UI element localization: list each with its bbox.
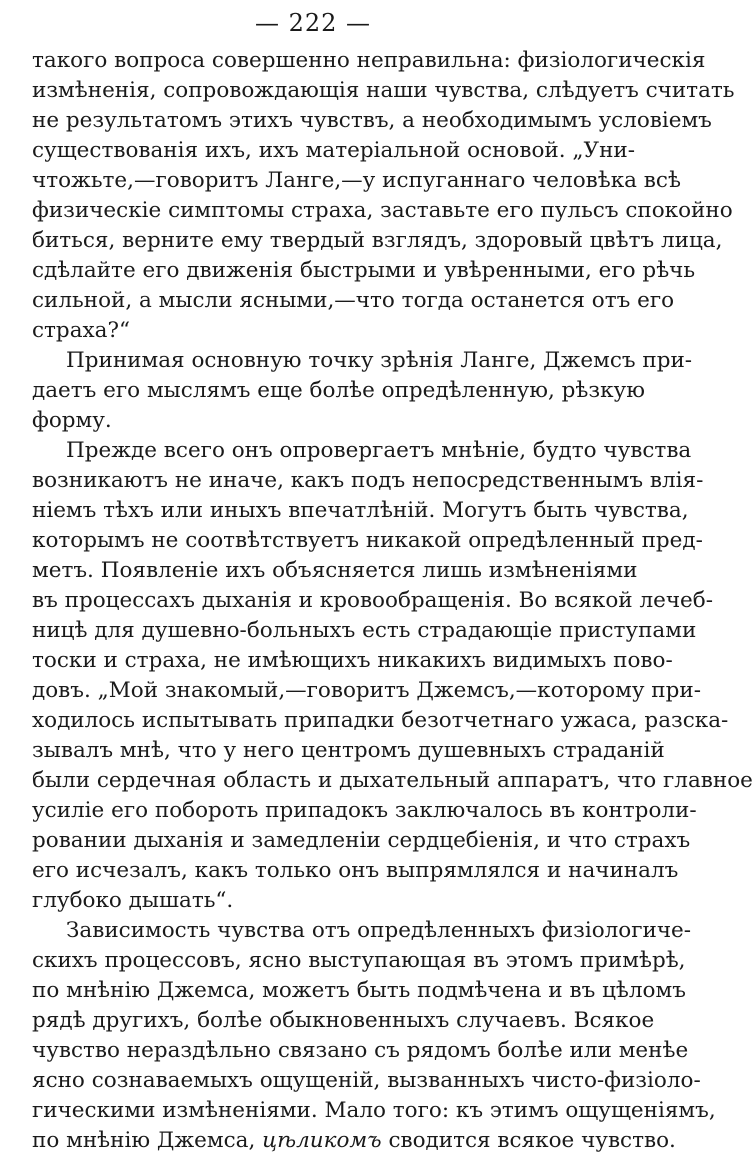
text-line: Прежде всего онъ опровергаетъ мнѣнiе, будто чувства [66,438,692,463]
text-line: по мнѣнiю Джемса, можетъ быть подмѣчена и въ цѣломъ [32,978,686,1003]
text-line: метъ. Появленiе ихъ объясняется лишь измѣненiями [32,558,638,583]
text-line: ницѣ для душевно-больныхъ есть страдающiе приступами [32,618,697,643]
text-line: ровании дыханiя и замедленiи сердцебiенiя, и что страхъ [32,828,691,853]
text-line: существованiя ихъ, ихъ матерiальной основой. „Уни- [32,138,636,163]
text-line: измѣненiя, сопровождающiя наши чувства, слѣдуетъ считать [32,78,735,103]
text-line: нiемъ тѣхъ или иныхъ впечатлѣнiй. Могутъ быть чувства, [32,498,689,523]
text-line: чтожьте,—говоритъ Ланге,—у испуганнаго человѣка всѣ [32,168,681,193]
text-body [32,46,753,1156]
text-line: такого вопроса совершенно неправильна: физiологическiя [32,48,706,73]
text-line: рядѣ другихъ, болѣе обыкновенныхъ случаевъ. Всякое [32,1008,655,1033]
text-line: гическими измѣненiями. Мало того: къ этимъ ощущенiямъ, [32,1098,716,1123]
text-line: возникаютъ не иначе, какъ подъ непосредственнымъ влiя- [32,468,704,493]
text-line: усилiе его побороть припадокъ заключалось въ контроли- [32,798,697,823]
paragraph [32,436,753,916]
text-line: глубоко дышать“. [32,888,234,913]
text-line: не результатомъ этихъ чувствъ, а необходимымъ условiемъ [32,108,712,133]
text-line: зывалъ мнѣ, что у него центромъ душевныхъ страданiй [32,738,665,763]
text-line: сдѣлайте его движенiя быстрыми и увѣренными, его рѣчь [32,258,696,283]
emphasized-word: цѣликомъ [262,1128,382,1153]
text-line: которымъ не соотвѣтствуетъ никакой опредѣленный пред- [32,528,703,553]
text-line: биться, верните ему твердый взглядъ, здоровый цвѣтъ лица, [32,228,723,253]
paragraph [32,46,735,346]
text-line: страха?“ [32,318,130,343]
text-line: довъ. „Мой знакомый,—говоритъ Джемсъ,—которому при- [32,678,701,703]
text-line: чувство нераздѣльно связано съ рядомъ болѣе или менѣе [32,1038,689,1063]
paragraph [32,916,716,1156]
text-line: Принимая основную точку зрѣнiя Ланге, Джемсъ при- [66,348,693,373]
text-line: Зависимость чувства отъ опредѣленныхъ физiологиче- [66,918,692,943]
paragraph [32,346,693,436]
text-line: были сердечная область и дыхательный аппаратъ, что главное [32,768,753,793]
text-line: физическiе симптомы страха, заставьте его пульсъ спокойно [32,198,733,223]
text-line: скихъ процессовъ, ясно выступающая въ этомъ примѣрѣ, [32,948,686,973]
text-line [32,1126,676,1156]
text-line: сильной, а мысли ясными,—что тогда останется отъ его [32,288,675,313]
text-segment: сводится всякое чувство. [388,1128,676,1153]
page-number: — 222 — [254,9,372,37]
text-line: въ процессахъ дыханiя и кровообращенiя. Во всякой лечеб- [32,588,713,613]
text-line: даетъ его мыслямъ еще болѣе опредѣленную, рѣзкую [32,378,645,403]
text-line: тоски и страха, не имѣющихъ никакихъ видимыхъ пово- [32,648,673,673]
text-line: ходилось испытывать припадки безотчетнаго ужаса, разска- [32,708,729,733]
text-line: форму. [32,408,112,433]
text-line: ясно сознаваемыхъ ощущенiй, вызванныхъ чисто-физiоло- [32,1068,701,1093]
text-line: его исчезалъ, какъ только онъ выпрямлялся и начиналъ [32,858,679,883]
text-segment: по мнѣнiю Джемса, [32,1128,256,1153]
